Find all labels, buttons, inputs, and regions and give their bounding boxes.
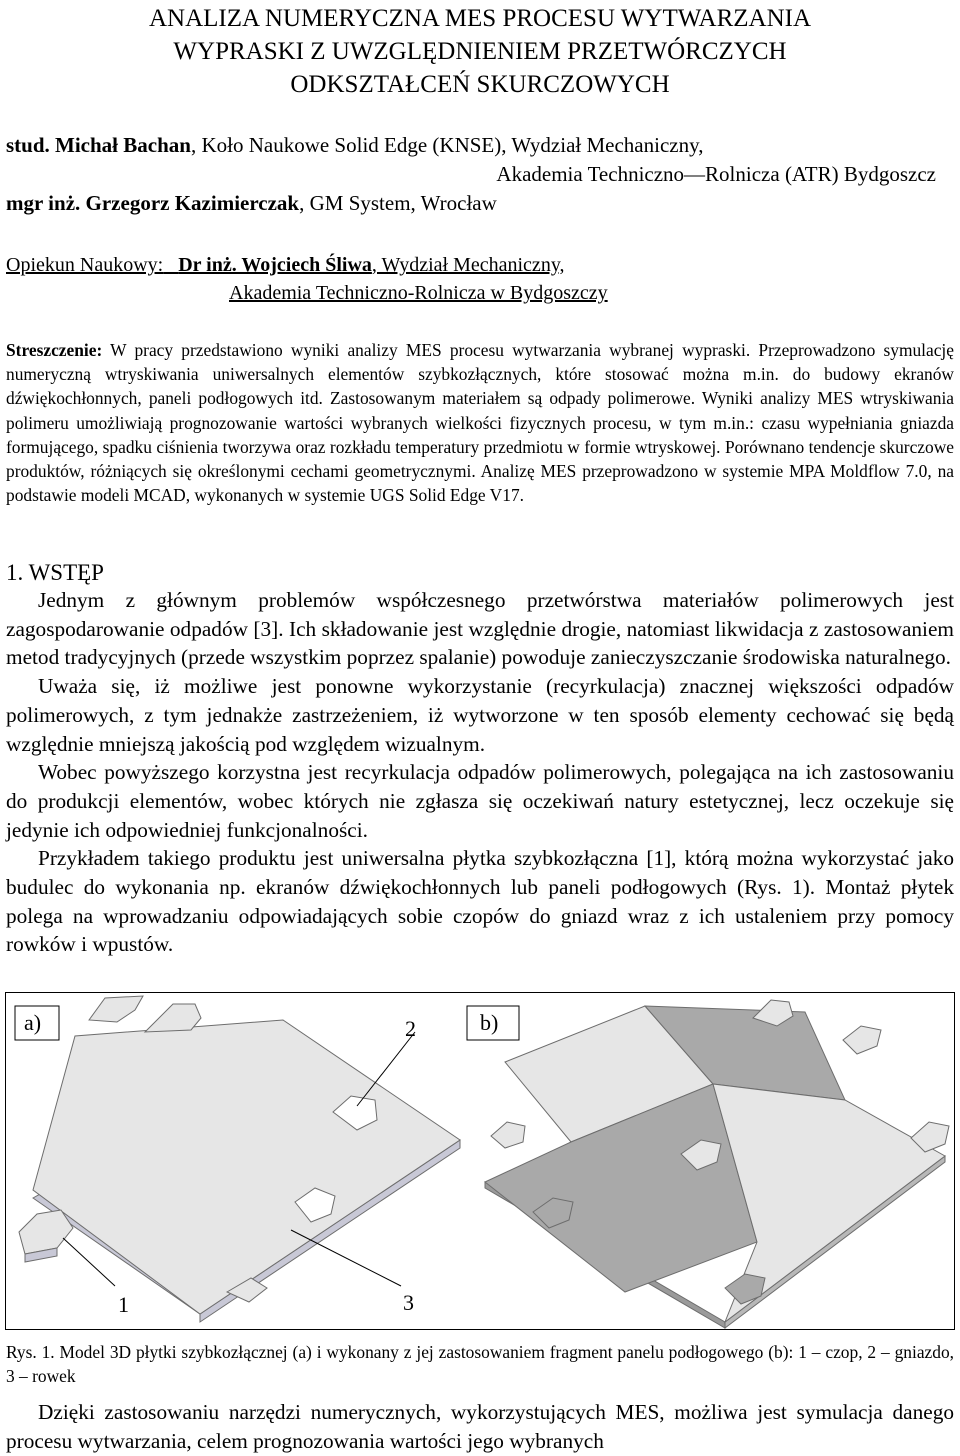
title-line: ANALIZA NUMERYCZNA MES PROCESU WYTWARZANIA (148, 5, 812, 32)
author-1-affiliation: , Koło Naukowe Solid Edge (KNSE), Wydział Mechaniczny, (190, 133, 704, 157)
section-body (6, 586, 954, 959)
title-line: WYPRASKI Z UWZGLĘDNIENIEM PRZETWÓRCZYCH (173, 38, 787, 65)
title-line: ODKSZTAŁCEŃ SKURCZOWYCH (290, 71, 670, 98)
author-2-name: mgr inż. Grzegorz Kazimierczak (6, 191, 300, 215)
figure-1-image (5, 992, 955, 1330)
author-2-affiliation: , GM System, Wrocław (299, 191, 497, 215)
author-1-affiliation-line2: Akademia Techniczno—Rolnicza (ATR) Bydgoszcz (496, 162, 936, 186)
label-a: a) (24, 1010, 42, 1035)
author-1-name: stud. Michał Bachan (6, 133, 191, 157)
supervisor-line (6, 252, 565, 278)
callout-1: 1 (118, 1292, 129, 1317)
section-heading: 1. WSTĘP (6, 560, 104, 585)
abstract-label: Streszczenie: (6, 340, 103, 360)
paragraph: Przykładem takiego produktu jest uniwersalna płytka szybkozłączna [1], którą można wykorzystać jako budulec do wykonania np. ekranów dźwiękochłonnych lub paneli podłogowych (Rys. 1). Montaż płytek polega na wprowadzaniu odpowiadających sobie czopów do gniazd wraz z ich ustaleniem przy pomocy rowków i wpustów. (6, 846, 954, 957)
paragraph: Jednym z głównym problemów współczesnego przetwórstwa materiałów polimerowych jest zagospodarowanie odpadów [3]. Ich składowanie jest względnie drogie, natomiast likwidacja z zastosowaniem metod tradycyjnych (przede wszystkim poprzez spalanie) powoduje zanieczyszczanie środowiska naturalnego. (6, 588, 954, 670)
paper-title (0, 2, 960, 101)
author-2 (6, 190, 497, 216)
supervisor-affiliation: , Wydział Mechaniczny, (371, 254, 565, 276)
closing-paragraph (6, 1398, 954, 1455)
callout-3: 3 (403, 1290, 414, 1315)
paragraph: Uważa się, iż możliwe jest ponowne wykorzystanie (recyrkulacja) znacznej większości odpadów polimerowych, z tym jednakże zastrzeżeniem, iż wytworzone w ten sposób elementy cechować się będą względnie mniejszą jakością pod względem wizualnym. (6, 674, 954, 756)
author-1 (6, 132, 703, 158)
callout-2: 2 (405, 1016, 416, 1041)
figure-1 (5, 992, 955, 1330)
abstract (6, 338, 954, 507)
supervisor-label: Opiekun Naukowy: (6, 254, 164, 276)
figure-caption: Rys. 1. Model 3D płytki szybkozłącznej (a) i wykonany z jej zastosowaniem fragment panelu podłogowego (b): 1 – czop, 2 – gniazdo, 3 – rowek (6, 1342, 954, 1386)
label-b: b) (480, 1010, 499, 1035)
paragraph: Wobec powyższego korzystna jest recyrkulacja odpadów polimerowych, polegająca na ich zastosowaniu do produkcji elementów, wobec których nie zgłasza się oczekiwań natury estetycznej, lecz oczekuje się jedynie ich odpowiedniej funkcjonalności. (6, 760, 954, 842)
abstract-text: W pracy przedstawiono wyniki analizy MES procesu wytwarzania wybranej wypraski. Przeprowadzono symulację numeryczną wtryskiwania uniwersalnych elementów szybkozłącznych, które stosować można m.in. do budowy ekranów dźwiękochłonnych, paneli podłogowych itd. Zastosowanym materiałem są odpady polimerowe. Wyniki analizy MES wtryskiwania polimeru umożliwiają prognozowanie wartości wybranych wielkości fizycznych procesu, w tym m.in.: czasu wypełniania gniazda formującego, spadku ciśnienia tworzywa oraz rozkładu temperatury przedmiotu w formie wtryskowej. Porównano tendencje skurczowe produktów, różniących się określonymi cechami geometrycznymi. Analizę MES przeprowadzono w systemie MPA Moldflow 7.0, na podstawie modeli MCAD, wykonanych w systemie UGS Solid Edge V17. (6, 340, 954, 506)
supervisor-affiliation-line2: Akademia Techniczno-Rolnicza w Bydgoszczy (229, 282, 608, 304)
paragraph: Dzięki zastosowaniu narzędzi numerycznych, wykorzystujących MES, możliwa jest symulacja danego procesu wytwarzania, celem prognozowania wartości jego wybranych (6, 1400, 954, 1453)
supervisor-name: Dr inż. Wojciech Śliwa (178, 254, 372, 276)
